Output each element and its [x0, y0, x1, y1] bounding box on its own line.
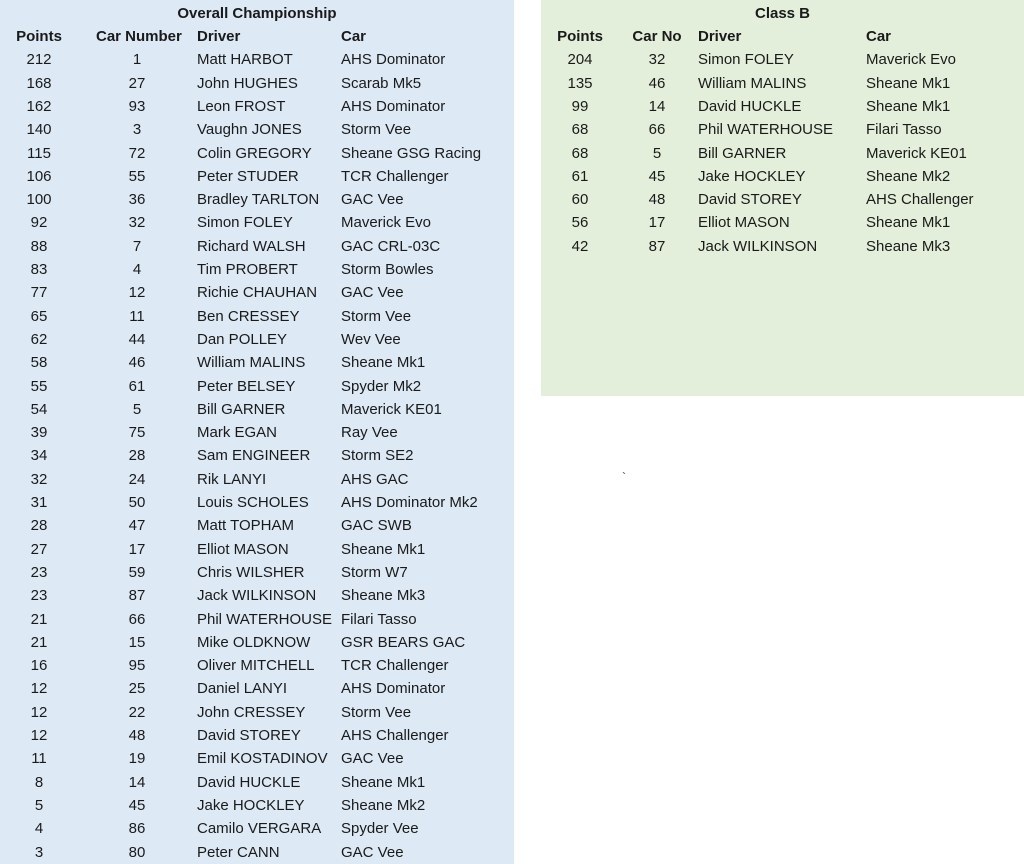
car-number-cell: 32 [128, 214, 146, 232]
table-row [0, 444, 514, 467]
driver-cell: Peter STUDER [197, 167, 299, 185]
header-row [541, 25, 1024, 48]
class-b-title: Class B [754, 5, 811, 22]
points-cell: 106 [26, 167, 52, 185]
car-number-cell: 50 [128, 494, 146, 511]
points-cell: 65 [30, 307, 48, 325]
car-number-cell: 44 [128, 330, 146, 348]
table-row [0, 375, 514, 398]
table-row [0, 305, 514, 328]
driver-cell: Colin GREGORY [197, 144, 312, 162]
car-cell: AHS GAC [341, 470, 409, 488]
car-number-cell: 5 [132, 400, 142, 418]
car-cell: Sheane Mk2 [341, 796, 426, 814]
table-row [541, 235, 1024, 258]
points-cell: 28 [30, 517, 48, 535]
table-row [0, 72, 514, 95]
car-cell: GAC Vee [341, 750, 404, 768]
driver-cell: Peter CANN [197, 843, 280, 861]
table-row [541, 118, 1024, 141]
table-row [0, 631, 514, 654]
driver-cell: John CRESSEY [197, 703, 306, 721]
points-cell: 12 [30, 703, 48, 721]
table-row [0, 48, 514, 71]
car-number-cell: 22 [128, 703, 146, 721]
car-number-cell: 48 [128, 727, 146, 744]
table-row [541, 72, 1024, 95]
car-number-cell: 14 [128, 773, 146, 791]
car-cell: Storm Bowles [341, 261, 434, 278]
car-number-cell: 7 [132, 237, 142, 255]
points-cell: 32 [30, 470, 48, 488]
driver-cell: William MALINS [698, 74, 807, 92]
car-number-cell: 66 [128, 610, 146, 628]
driver-cell: Matt HARBOT [197, 51, 293, 69]
car-cell: Wev Vee [341, 330, 401, 348]
header-row [0, 25, 514, 48]
car-cell: AHS Challenger [341, 727, 449, 744]
car-number-cell: 32 [648, 51, 666, 69]
table-row [541, 165, 1024, 188]
car-number-cell: 93 [128, 97, 146, 115]
car-cell: Storm SE2 [341, 447, 414, 465]
points-cell: 12 [30, 727, 48, 744]
table-row [0, 142, 514, 165]
car-number-cell: 36 [128, 191, 146, 209]
points-cell: 4 [34, 820, 44, 838]
table-row [0, 654, 514, 677]
table-row [0, 95, 514, 118]
driver-cell: Elliot MASON [698, 214, 790, 232]
car-number-cell: 11 [129, 307, 145, 325]
driver-cell: Daniel LANYI [197, 680, 288, 698]
points-cell: 58 [30, 354, 48, 372]
table-row [0, 538, 514, 561]
car-cell: TCR Challenger [341, 167, 449, 185]
car-number-cell: 66 [648, 121, 666, 139]
car-number-cell: 45 [128, 796, 146, 814]
car-number-cell: 45 [648, 167, 666, 185]
column-header-car-number: Car Number [96, 28, 182, 45]
car-number-cell: 87 [648, 237, 666, 255]
points-cell: 140 [26, 121, 52, 139]
table-row [0, 608, 514, 631]
points-cell: 8 [34, 773, 44, 791]
points-cell: 88 [30, 237, 48, 255]
driver-cell: Chris WILSHER [197, 563, 305, 581]
car-number-cell: 86 [128, 820, 146, 838]
table-row [0, 328, 514, 351]
driver-cell: David STOREY [698, 191, 802, 209]
driver-cell: Matt TOPHAM [197, 517, 294, 535]
car-cell: GAC CRL-03C [341, 237, 441, 255]
points-cell: 61 [571, 167, 589, 185]
points-cell: 115 [27, 144, 51, 162]
points-cell: 21 [30, 633, 48, 651]
car-cell: AHS Dominator [341, 51, 446, 69]
table-row [0, 817, 514, 840]
points-cell: 55 [30, 377, 48, 395]
driver-cell: William MALINS [197, 354, 306, 372]
driver-cell: Oliver MITCHELL [197, 657, 315, 675]
points-cell: 56 [571, 214, 589, 232]
car-cell: Maverick Evo [341, 214, 432, 232]
car-number-cell: 17 [128, 540, 146, 558]
car-cell: Sheane Mk1 [866, 214, 951, 232]
table-row [0, 281, 514, 304]
column-header-car: Car [341, 28, 367, 45]
car-cell: Storm Vee [341, 121, 412, 139]
car-cell: Sheane GSG Racing [341, 144, 482, 162]
car-cell: Filari Tasso [866, 121, 942, 139]
car-cell: Scarab Mk5 [341, 74, 422, 92]
car-cell: Sheane Mk1 [341, 773, 426, 791]
car-cell: GAC SWB [341, 517, 412, 535]
driver-cell: Bill GARNER [698, 144, 787, 162]
column-header-points: Points [16, 28, 62, 45]
column-header-car-number: Car No [632, 28, 682, 45]
stray-mark: ` [622, 470, 626, 484]
car-number-cell: 59 [128, 563, 146, 581]
car-cell: Sheane Mk1 [866, 97, 951, 115]
driver-cell: John HUGHES [197, 74, 298, 92]
car-cell: Storm W7 [341, 563, 408, 581]
points-cell: 83 [30, 261, 48, 278]
points-cell: 16 [30, 657, 48, 675]
driver-cell: Sam ENGINEER [197, 447, 311, 465]
driver-cell: Ben CRESSEY [197, 307, 300, 325]
points-cell: 100 [26, 191, 52, 209]
overall-championship-title: Overall Championship [177, 5, 337, 22]
driver-cell: Bill GARNER [197, 400, 286, 418]
car-number-cell: 25 [128, 680, 146, 698]
car-cell: Storm Vee [341, 307, 412, 325]
car-cell: Storm Vee [341, 703, 412, 721]
car-number-cell: 19 [128, 750, 146, 768]
column-header-points: Points [557, 28, 603, 45]
table-row [0, 771, 514, 794]
driver-cell: Emil KOSTADINOV [197, 750, 328, 768]
car-number-cell: 5 [652, 144, 662, 162]
table-row [0, 841, 514, 864]
column-header-car: Car [866, 28, 892, 45]
car-cell: AHS Challenger [866, 191, 974, 209]
driver-cell: David HUCKLE [698, 97, 802, 115]
driver-cell: Mark EGAN [197, 424, 278, 442]
driver-cell: Dan POLLEY [197, 330, 288, 348]
car-cell: Sheane Mk3 [341, 587, 426, 605]
table-row [0, 351, 514, 374]
car-number-cell: 1 [132, 51, 142, 69]
points-cell: 168 [26, 74, 52, 92]
points-cell: 212 [26, 51, 52, 69]
table-row [0, 561, 514, 584]
driver-cell: Simon FOLEY [197, 214, 293, 232]
points-cell: 204 [567, 51, 593, 69]
points-cell: 54 [30, 400, 48, 418]
car-number-cell: 87 [128, 587, 146, 605]
driver-cell: Jake HOCKLEY [698, 167, 806, 185]
car-number-cell: 72 [128, 144, 146, 162]
driver-cell: Elliot MASON [197, 540, 289, 558]
car-number-cell: 4 [132, 261, 142, 278]
table-row [0, 398, 514, 421]
driver-cell: Rik LANYI [197, 470, 267, 488]
table-row [0, 188, 514, 211]
car-number-cell: 95 [128, 657, 146, 675]
car-cell: Ray Vee [341, 424, 398, 442]
table-row [541, 188, 1024, 211]
car-cell: Sheane Mk1 [341, 540, 426, 558]
table-row [0, 118, 514, 141]
car-number-cell: 46 [648, 74, 666, 92]
points-cell: 162 [26, 97, 52, 115]
table-row [0, 584, 514, 607]
points-cell: 77 [30, 284, 48, 302]
car-cell: Maverick KE01 [341, 400, 442, 418]
column-header-driver: Driver [698, 28, 742, 45]
car-cell: GAC Vee [341, 284, 404, 302]
points-cell: 62 [30, 330, 48, 348]
car-cell: Spyder Mk2 [341, 377, 422, 395]
car-cell: Spyder Vee [341, 820, 419, 838]
driver-cell: Jack WILKINSON [698, 237, 818, 255]
car-number-cell: 75 [128, 424, 146, 442]
car-number-cell: 61 [128, 377, 146, 395]
table-row [0, 421, 514, 444]
points-cell: 23 [30, 563, 48, 581]
table-row [541, 211, 1024, 234]
car-number-cell: 47 [128, 517, 146, 535]
table-row [0, 677, 514, 700]
car-cell: Sheane Mk2 [866, 167, 951, 185]
points-cell: 31 [30, 494, 48, 511]
points-cell: 27 [30, 540, 48, 558]
points-cell: 68 [571, 121, 589, 139]
points-cell: 42 [571, 237, 589, 255]
driver-cell: Jake HOCKLEY [197, 796, 305, 814]
table-row [0, 514, 514, 537]
car-number-cell: 14 [648, 97, 666, 115]
car-cell: AHS Dominator Mk2 [341, 494, 478, 511]
car-number-cell: 28 [128, 447, 146, 465]
driver-cell: David STOREY [197, 727, 301, 744]
driver-cell: Vaughn JONES [197, 121, 302, 139]
car-number-cell: 48 [648, 191, 666, 209]
points-cell: 21 [30, 610, 48, 628]
table-row [541, 48, 1024, 71]
points-cell: 34 [30, 447, 48, 465]
car-cell: AHS Dominator [341, 680, 446, 698]
car-number-cell: 15 [128, 633, 146, 651]
driver-cell: Phil WATERHOUSE [197, 610, 333, 628]
driver-cell: David HUCKLE [197, 773, 301, 791]
car-number-cell: 46 [128, 354, 146, 372]
car-number-cell: 3 [132, 121, 142, 139]
points-cell: 23 [30, 587, 48, 605]
points-cell: 68 [571, 144, 589, 162]
car-cell: Sheane Mk3 [866, 237, 951, 255]
points-cell: 12 [30, 680, 48, 698]
table-row [0, 468, 514, 491]
points-cell: 92 [30, 214, 48, 232]
car-number-cell: 55 [128, 167, 146, 185]
car-cell: Maverick KE01 [866, 144, 967, 162]
car-cell: Filari Tasso [341, 610, 417, 628]
points-cell: 135 [567, 74, 593, 92]
points-cell: 5 [34, 796, 44, 814]
car-number-cell: 80 [128, 843, 146, 861]
table-row [0, 491, 514, 514]
driver-cell: Richard WALSH [197, 237, 306, 255]
points-cell: 39 [30, 424, 48, 442]
table-row [0, 794, 514, 817]
car-cell: Sheane Mk1 [341, 354, 426, 372]
table-row [0, 211, 514, 234]
driver-cell: Mike OLDKNOW [197, 633, 311, 651]
car-number-cell: 27 [128, 74, 146, 92]
table-row [0, 701, 514, 724]
car-number-cell: 24 [128, 470, 146, 488]
points-cell: 99 [571, 97, 589, 115]
points-cell: 11 [31, 750, 47, 768]
driver-cell: Jack WILKINSON [197, 587, 317, 605]
table-row [0, 235, 514, 258]
points-cell: 3 [34, 843, 44, 861]
car-cell: GAC Vee [341, 191, 404, 209]
car-number-cell: 17 [648, 214, 666, 232]
car-cell: GSR BEARS GAC [341, 633, 466, 651]
driver-cell: Bradley TARLTON [197, 191, 320, 209]
car-cell: Maverick Evo [866, 51, 957, 69]
table-row [0, 747, 514, 770]
car-cell: GAC Vee [341, 843, 404, 861]
driver-cell: Phil WATERHOUSE [698, 121, 834, 139]
table-row [0, 724, 514, 747]
car-cell: TCR Challenger [341, 657, 449, 675]
table-row [0, 258, 514, 281]
column-header-driver: Driver [197, 28, 241, 45]
driver-cell: Peter BELSEY [197, 377, 296, 395]
driver-cell: Richie CHAUHAN [197, 284, 318, 302]
driver-cell: Camilo VERGARA [197, 820, 322, 838]
class-b-table [541, 0, 1024, 396]
driver-cell: Simon FOLEY [698, 51, 794, 69]
table-row [541, 142, 1024, 165]
car-cell: AHS Dominator [341, 97, 446, 115]
driver-cell: Leon FROST [197, 97, 286, 115]
points-cell: 60 [571, 191, 589, 209]
table-row [0, 165, 514, 188]
driver-cell: Tim PROBERT [197, 261, 298, 278]
table-row [541, 95, 1024, 118]
car-cell: Sheane Mk1 [866, 74, 951, 92]
driver-cell: Louis SCHOLES [197, 494, 309, 511]
car-number-cell: 12 [128, 284, 146, 302]
